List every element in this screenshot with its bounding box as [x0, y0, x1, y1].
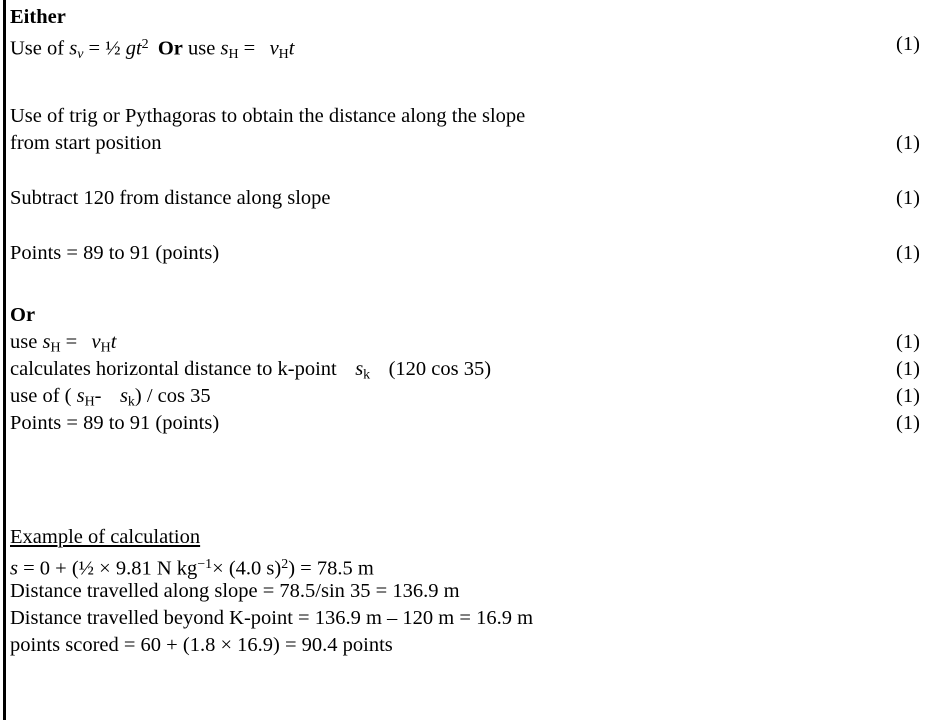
or3-sym-s-H: s: [76, 385, 85, 407]
sub-H-2: H: [278, 46, 289, 62]
either-line3-row: [10, 185, 930, 212]
either-line1-eq: = ½: [83, 37, 126, 60]
sym-v-H: v: [269, 37, 279, 60]
or-sym-v-H: v: [91, 331, 101, 353]
calc1-sup-2: 2: [281, 557, 289, 572]
or-sub-H: H: [50, 340, 61, 356]
either-line1-prefix: Use of: [10, 37, 70, 60]
mark-either-line1: (1): [896, 33, 920, 55]
or-line1-eq: =: [60, 331, 83, 353]
mark-or-line2: (1): [896, 358, 920, 380]
example-calc2-text: Distance travelled along slope = 78.5/sin 35 = 136.9 m: [10, 580, 460, 602]
or-line3-pre: use of (: [10, 385, 77, 407]
either-line4-row: [10, 240, 930, 267]
either-heading: Either: [10, 6, 66, 28]
either-line1-eq2: =: [238, 37, 261, 60]
sym-t: t: [135, 37, 142, 60]
either-line3-text: Subtract 120 from distance along slope: [10, 187, 331, 209]
mark-or-line3: (1): [896, 385, 920, 407]
or-sym-s-k: s: [355, 358, 364, 380]
or-line3-post: ) / cos 35: [134, 385, 211, 407]
sup-2: 2: [141, 37, 149, 52]
calc1-rest-a: = 0 + (½ × 9.81 N kg: [17, 557, 198, 580]
sub-v: v: [77, 46, 84, 62]
or-sym-s-H: s: [42, 331, 51, 353]
or-line2-paren: (120 cos 35): [388, 358, 492, 380]
example-heading-row: [10, 524, 930, 551]
sym-s-v: s: [69, 37, 78, 60]
calc1-rest-b: × (4.0 s): [212, 557, 282, 580]
example-calc4-text: points scored = 60 + (1.8 × 16.9) = 90.4 points: [10, 634, 393, 656]
or-heading-row: [10, 302, 930, 329]
example-calc2-row: [10, 578, 930, 605]
example-heading: Example of calculation: [10, 526, 201, 548]
calc-sym-s: s: [10, 557, 18, 580]
calc1-rest-c: ) = 78.5 m: [288, 557, 374, 580]
or3-minus: -: [94, 385, 102, 407]
example-calc3-row: [10, 605, 930, 632]
either-line2b-row: [10, 130, 930, 157]
mark-either-line3: (1): [896, 187, 920, 209]
or-line4-row: [10, 410, 930, 437]
mark-or-line1: (1): [896, 331, 920, 353]
either-line1-formula: [10, 31, 294, 68]
or-line1-use: use: [10, 331, 43, 353]
sub-H: H: [228, 46, 239, 62]
either-line2a-row: [10, 103, 930, 130]
or-inline-bold: Or: [157, 37, 183, 60]
or-line4-text: Points = 89 to 91 (points): [10, 412, 220, 434]
either-line2a-text: Use of trig or Pythagoras to obtain the distance along the slope: [10, 105, 526, 127]
left-table-border: [3, 0, 6, 720]
or3-sym-s-k: s: [119, 385, 128, 407]
mark-or-line4: (1): [896, 412, 920, 434]
example-calc3-text: Distance travelled beyond K-point = 136.9 m – 120 m = 16.9 m: [10, 607, 534, 629]
mark-either-line4: (1): [896, 242, 920, 264]
either-line4-text: Points = 89 to 91 (points): [10, 242, 220, 264]
or3-sub-k: k: [127, 394, 135, 410]
or-sub-k: k: [363, 367, 371, 383]
either-line1-row: [10, 31, 930, 68]
or3-sub-H: H: [84, 394, 95, 410]
calc1-sup-minus1: −1: [197, 557, 213, 572]
or-sym-t: t: [110, 331, 117, 353]
either-line2b-text: from start position: [10, 132, 162, 154]
sym-s-H: s: [220, 37, 229, 60]
or-heading: Or: [10, 304, 36, 326]
sym-t-2: t: [288, 37, 295, 60]
answer-content: [10, 0, 940, 720]
example-calc4-row: [10, 632, 930, 659]
either-line1-use: use: [182, 37, 221, 60]
mark-either-line2: (1): [896, 132, 920, 154]
either-heading-row: [10, 4, 930, 31]
sym-g: g: [125, 37, 136, 60]
or-line2-text: calculates horizontal distance to k-point: [10, 358, 337, 380]
or-sub-H-2: H: [100, 340, 111, 356]
